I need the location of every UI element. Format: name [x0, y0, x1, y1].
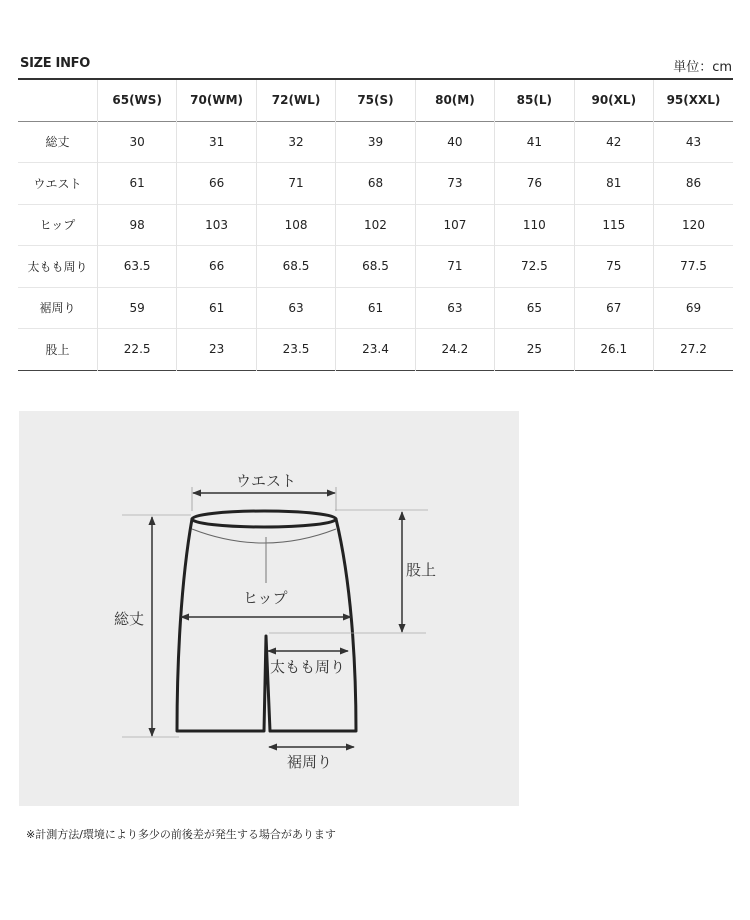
table-row — [18, 246, 733, 288]
table-cell: 23.5 — [256, 329, 335, 371]
table-cell: 68.5 — [256, 246, 335, 288]
table-cell: 69 — [654, 287, 734, 329]
table-cell: 73 — [415, 163, 494, 205]
table-row — [18, 204, 733, 246]
table-cell: 66 — [177, 163, 256, 205]
table-cell: 39 — [336, 121, 415, 163]
table-cell: 40 — [415, 121, 494, 163]
table-cell: 98 — [97, 204, 176, 246]
column-header: 80(M) — [415, 79, 494, 121]
table-cell: 63 — [256, 287, 335, 329]
table-cell: 27.2 — [654, 329, 734, 371]
length-label: 総丈 — [114, 610, 145, 628]
table-row — [18, 287, 733, 329]
table-cell: 31 — [177, 121, 256, 163]
table-cell: 25 — [495, 329, 574, 371]
hem-label: 裾周り — [287, 753, 333, 771]
table-cell: 43 — [654, 121, 734, 163]
row-label: ヒップ — [39, 218, 76, 233]
table-cell: 72.5 — [495, 246, 574, 288]
table-cell: 61 — [177, 287, 256, 329]
table-row — [18, 329, 733, 371]
table-cell: 115 — [574, 204, 653, 246]
table-cell: 61 — [336, 287, 415, 329]
table-cell: 77.5 — [654, 246, 734, 288]
header-blank — [18, 79, 97, 121]
table-cell: 26.1 — [574, 329, 653, 371]
table-cell: 23 — [177, 329, 256, 371]
row-label: 太もも周り — [27, 259, 88, 274]
table-cell: 71 — [415, 246, 494, 288]
table-cell: 75 — [574, 246, 653, 288]
thigh-label: 太もも周り — [270, 658, 346, 676]
table-cell: 71 — [256, 163, 335, 205]
table-cell: 30 — [97, 121, 176, 163]
table-cell: 24.2 — [415, 329, 494, 371]
unit-label: 単位：cm — [673, 60, 732, 75]
table-cell: 23.4 — [336, 329, 415, 371]
column-header: 95(XXL) — [654, 79, 734, 121]
table-cell: 76 — [495, 163, 574, 205]
size-table — [18, 78, 733, 371]
table-cell: 86 — [654, 163, 734, 205]
waist-label: ウエスト — [236, 472, 297, 490]
table-cell: 68.5 — [336, 246, 415, 288]
table-row — [18, 163, 733, 205]
column-header: 85(L) — [495, 79, 574, 121]
table-cell: 120 — [654, 204, 734, 246]
table-cell: 67 — [574, 287, 653, 329]
column-header: 70(WM) — [177, 79, 256, 121]
table-cell: 42 — [574, 121, 653, 163]
size-info-title: SIZE INFO — [20, 56, 90, 71]
row-label: 股上 — [45, 342, 70, 357]
rise-label: 股上 — [406, 561, 437, 579]
table-cell: 68 — [336, 163, 415, 205]
column-header: 90(XL) — [574, 79, 653, 121]
table-cell: 66 — [177, 246, 256, 288]
column-header: 65(WS) — [97, 79, 176, 121]
table-cell: 107 — [415, 204, 494, 246]
measurement-diagram — [19, 411, 519, 806]
table-cell: 81 — [574, 163, 653, 205]
table-cell: 22.5 — [97, 329, 176, 371]
table-cell: 32 — [256, 121, 335, 163]
table-cell: 59 — [97, 287, 176, 329]
table-row — [18, 121, 733, 163]
table-cell: 110 — [495, 204, 574, 246]
table-cell: 103 — [177, 204, 256, 246]
column-header: 75(S) — [336, 79, 415, 121]
table-cell: 63 — [415, 287, 494, 329]
table-cell: 61 — [97, 163, 176, 205]
waistband — [192, 511, 336, 527]
hip-label: ヒップ — [243, 589, 288, 607]
table-cell: 102 — [336, 204, 415, 246]
table-cell: 63.5 — [97, 246, 176, 288]
column-header: 72(WL) — [256, 79, 335, 121]
measurement-note: ※計測方法/環境により多少の前後差が発生する場合があります — [26, 828, 336, 841]
row-label: 裾周り — [39, 301, 76, 316]
table-header-row — [18, 79, 733, 121]
row-label: 総丈 — [45, 135, 70, 150]
table-cell: 108 — [256, 204, 335, 246]
table-cell: 65 — [495, 287, 574, 329]
table-cell: 41 — [495, 121, 574, 163]
row-label: ウエスト — [33, 176, 82, 191]
